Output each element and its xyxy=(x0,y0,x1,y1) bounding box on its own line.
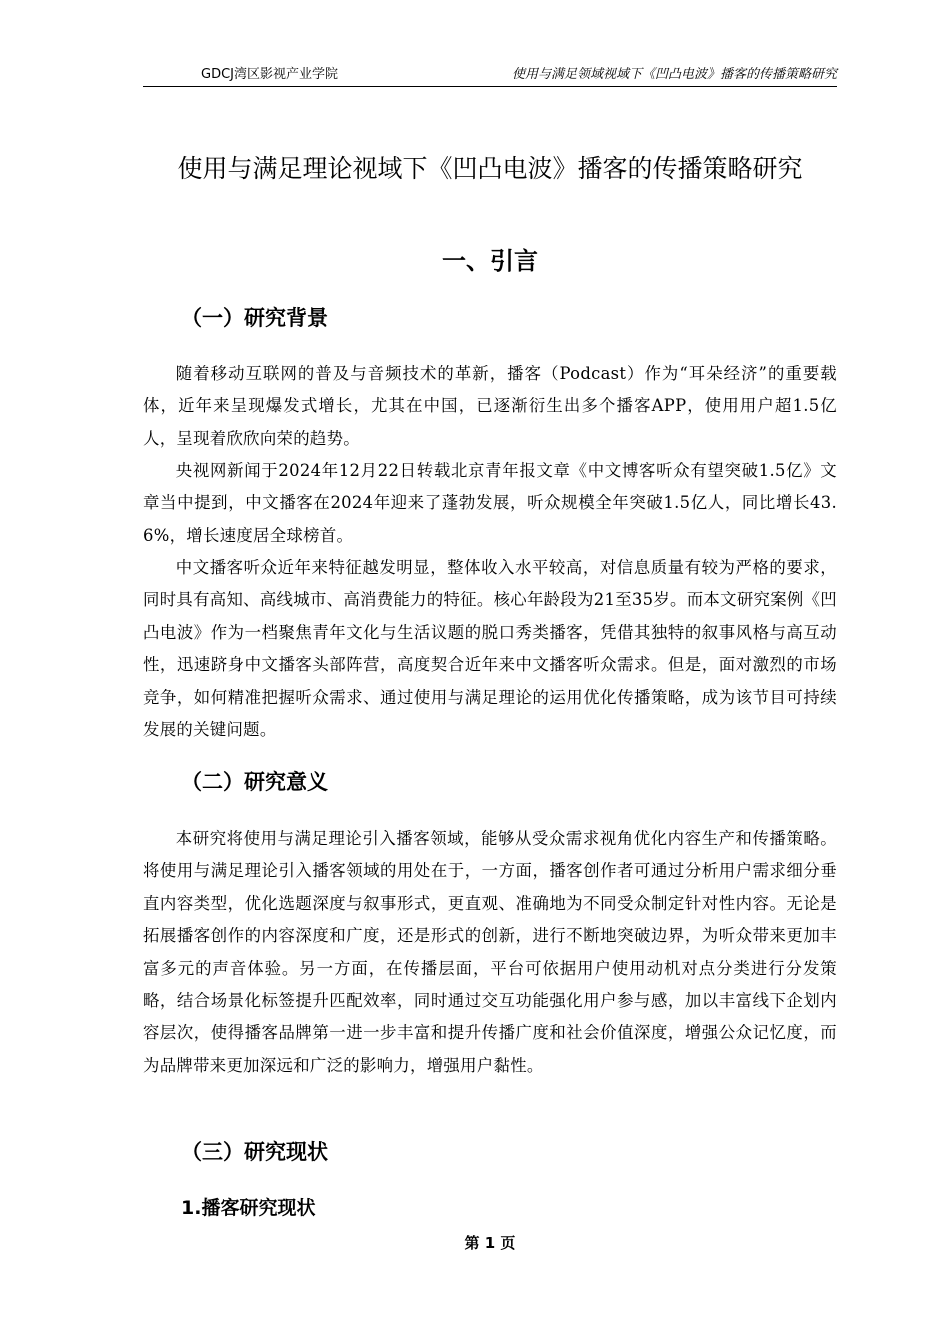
page-number: 第 1 页 xyxy=(464,1234,516,1252)
section-heading-significance: （二）研究意义 xyxy=(181,770,328,794)
header-paper-title: 使用与满足领域视域下《凹凸电波》播客的传播策略研究 xyxy=(511,67,837,82)
subheading-podcast-research: 1.播客研究现状 xyxy=(181,1197,316,1219)
document-title: 使用与满足理论视域下《凹凸电波》播客的传播策略研究 xyxy=(177,154,803,183)
paragraph-background-3: 中文播客听众近年来特征越发明显，整体收入水平较高，对信息质量有较为严格的要求，同时具有高知、高线城市、高消费能力的特征。核心年龄段为21至35岁。而本文研究案例《凹凸电波》作为一档聚焦青年文化与生活议题的脱口秀类播客，凭借其独特的叙事风格与高互动性，迅速跻身中文播客头部阵营，高度契合近年来中文播客听众需求。但是，面对激烈的市场竞争，如何精准把握听众需求、通过使用与满足理论的运用优化传播策略，成为该节目可持续发展的关键问题。 xyxy=(143,558,837,740)
section-heading-background: （一）研究背景 xyxy=(181,306,328,330)
paragraph-significance: 本研究将使用与满足理论引入播客领域，能够从受众需求视角优化内容生产和传播策略。将使用与满足理论引入播客领域的用处在于，一方面，播客创作者可通过分析用户需求细分垂直内容类型，优化选题深度与叙事形式，更直观、准确地为不同受众制定针对性内容。无论是拓展播客创作的内容深度和广度，还是形式的创新，进行不断地突破边界，为听众带来更加丰富多元的声音体验。另一方面，在传播层面，平台可依据用户使用动机对点分类进行分发策略，结合场景化标签提升匹配效率，同时通过交互功能强化用户参与感，加以丰富线下企划内容层次，使得播客品牌第一进一步丰富和提升传播广度和社会价值深度，增强公众记忆度，而为品牌带来更加深远和广泛的影响力，增强用户黏性。 xyxy=(143,829,837,1075)
running-header xyxy=(143,64,837,86)
chapter-heading: 一、引言 xyxy=(442,247,538,275)
header-rule xyxy=(143,86,837,87)
section-heading-status: （三）研究现状 xyxy=(181,1140,328,1164)
header-institution: GDCJ湾区影视产业学院 xyxy=(201,67,338,82)
paragraph-background-2: 央视网新闻于2024年12月22日转载北京青年报文章《中文博客听众有望突破1.5亿》文章当中提到，中文播客在2024年迎来了蓬勃发展，听众规模全年突破1.5亿人，同比增长43.6%，增长速度居全球榜首。 xyxy=(143,461,837,545)
paragraph-background-1: 随着移动互联网的普及与音频技术的革新，播客（Podcast）作为“耳朵经济”的重要载体，近年来呈现爆发式增长，尤其在中国，已逐渐衍生出多个播客APP，使用用户超1.5亿人，呈现着欣欣向荣的趋势。 xyxy=(143,364,837,448)
